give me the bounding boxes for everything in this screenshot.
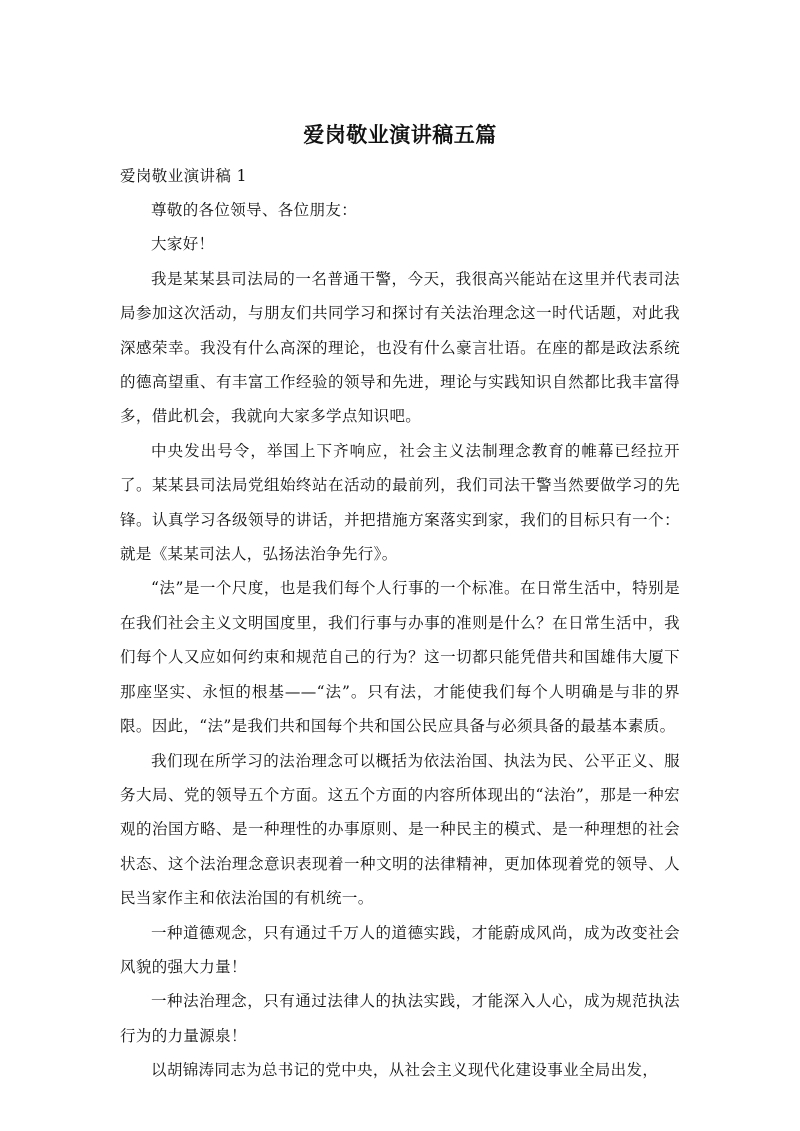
section-heading: 爱岗敬业演讲稿 1 (120, 167, 247, 185)
body-paragraph: 我是某某县司法局的一名普通干警，今天，我很高兴能站在这里并代表司法局参加这次活动，与朋友们共同学习和探讨有关法治理念这一时代话题，对此我深感荣幸。我没有什么高深的理论，也没有什么豪言壮语。在座的都是政法系统的德高望重、有丰富工作经验的领导和先进，理论与实践知识自然都比我丰富得多，借此机会，我就向大家多学点知识吧。 (120, 269, 680, 426)
body-paragraph: 我们现在所学习的法治理念可以概括为依法治国、执法为民、公平正义、服务大局、党的领导五个方面。这五个方面的内容所体现出的“法治”，那是一种宏观的治国方略、是一种理性的办事原则、是一种民主的模式、是一种理想的社会状态、这个法治理念意识表现着一种文明的法律精神，更加体现着党的领导、人民当家作主和依法治国的有机统一。 (120, 751, 680, 908)
body-paragraph: 中央发出号令，举国上下齐响应，社会主义法制理念教育的帷幕已经拉开了。某某县司法局党组始终站在活动的最前列，我们司法干警当然要做学习的先锋。认真学习各级领导的讲话，并把措施方案落实到家，我们的目标只有一个：就是《某某司法人，弘扬法治争先行》。 (120, 441, 680, 564)
body-paragraph: 一种道德观念，只有通过千万人的道德实践，才能蔚成风尚，成为改变社会风貌的强大力量！ (120, 923, 680, 976)
document-title: 爱岗敬业演讲稿五篇 (303, 123, 497, 147)
body-paragraph: 一种法治理念，只有通过法律人的执法实践，才能深入人心，成为规范执法行为的力量源泉！ (120, 992, 680, 1045)
body-paragraph: “法”是一个尺度，也是我们每个人行事的一个标准。在日常生活中，特别是在我们社会主义文明国度里，我们行事与办事的准则是什么？在日常生活中，我们每个人又应如何约束和规范自己的行为？这一切都只能凭借共和国雄伟大厦下那座坚实、永恒的根基——“法”。只有法，才能使我们每个人明确是与非的界限。因此，“法”是我们共和国每个共和国公民应具备与必须具备的最基本素质。 (120, 579, 680, 736)
salutation: 尊敬的各位领导、各位朋友： (151, 201, 358, 219)
body-paragraph: 以胡锦涛同志为总书记的党中央，从社会主义现代化建设事业全局出发， (151, 1061, 659, 1080)
greeting: 大家好！ (151, 235, 215, 254)
